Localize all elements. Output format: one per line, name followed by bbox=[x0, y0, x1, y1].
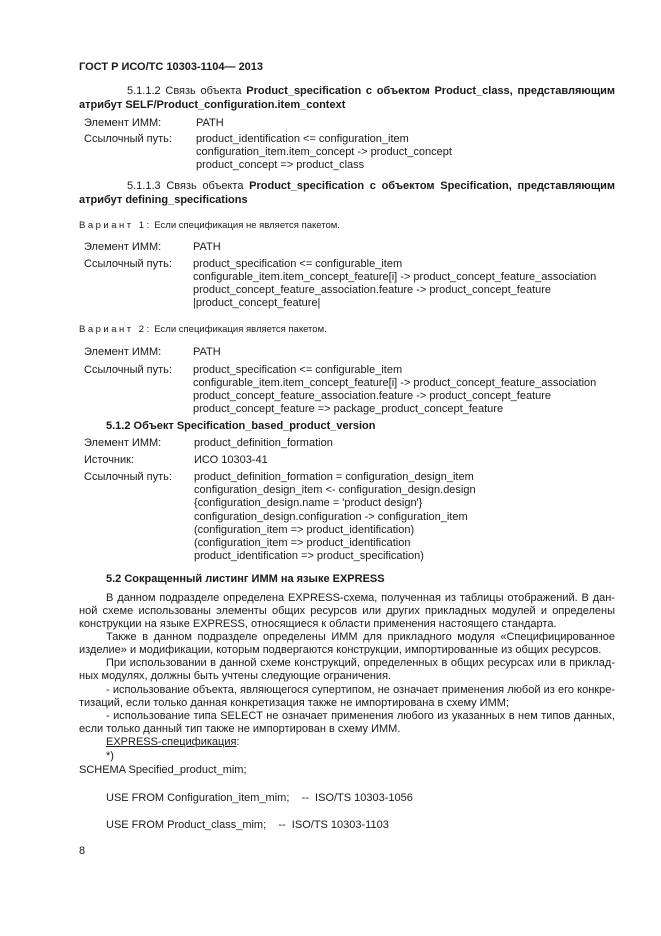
reference-path-line: configuration_design.configuration -> configuration_item bbox=[194, 511, 468, 523]
reference-path-line: |product_concept_feature| bbox=[193, 297, 321, 309]
reference-path-line: product_concept_feature_association.feature -> product_concept_feature bbox=[193, 284, 552, 296]
paragraph-line: Также в данном подразделе определены ИММ для прикладного модуля «Специфицированное bbox=[106, 631, 615, 643]
reference-path-line: configuration_design_item <- configuration_design.design bbox=[194, 484, 476, 496]
reference-path-line: configuration_item.item_concept -> product_concept bbox=[196, 146, 452, 158]
clause-prefix: 5.1.1.3 Связь объекта bbox=[127, 180, 250, 192]
source-label: Источник: bbox=[84, 454, 135, 466]
paragraph-line: ной схеме использованы элементы общих ресурсов или других прикладных модулей и определены bbox=[79, 605, 615, 617]
reference-path-line: configurable_item.item_concept_feature[i] -> product_concept_feature_association bbox=[193, 377, 597, 389]
express-spec-colon: : bbox=[236, 736, 240, 748]
imm-element-value: PATH bbox=[196, 117, 224, 129]
reference-path-line: product_concept_feature => package_product_concept_feature bbox=[193, 403, 504, 415]
variant-1-note bbox=[79, 219, 340, 232]
variant-2-note bbox=[79, 323, 327, 336]
reference-path-label: Ссылочный путь: bbox=[84, 133, 172, 145]
express-spec-label: EXPRESS-спецификация bbox=[106, 736, 237, 748]
reference-path-line: product_specification <= configurable_item bbox=[193, 258, 403, 270]
reference-path-line: (configuration_item => product_identification) bbox=[194, 524, 415, 536]
source-value: ИСО 10303-41 bbox=[194, 454, 268, 466]
imm-element-label: Элемент ИММ: bbox=[84, 241, 162, 253]
variant-text: Если спецификация не является пакетом. bbox=[151, 220, 340, 231]
express-spec-heading bbox=[106, 736, 239, 749]
reference-path-label: Ссылочный путь: bbox=[84, 364, 172, 376]
imm-element-value: PATH bbox=[193, 346, 221, 358]
express-use-from-line: USE FROM Product_class_mim; -- ISO/TS 10303-1103 bbox=[106, 819, 389, 831]
paragraph-line: изделие» и модификации, которым подвергаются конструкции, импортированные из общих ресурсов. bbox=[79, 644, 602, 656]
reference-path-label: Ссылочный путь: bbox=[84, 258, 172, 270]
list-item-line: - использование типа SELECT не означает применения любого из указанных в нем типов данных, bbox=[106, 710, 615, 722]
clause-prefix: 5.1.1.2 Связь объекта bbox=[127, 85, 247, 97]
reference-path-line: product_definition_formation = configuration_design_item bbox=[194, 471, 474, 483]
standard-header: ГОСТ Р ИСО/ТС 10303-1104— 2013 bbox=[79, 61, 264, 73]
clause-5-1-1-3-heading bbox=[127, 180, 615, 193]
clause-title: Product_specification с объектом Specification, представляющим bbox=[249, 180, 616, 192]
list-item-line: - использование объекта, являющегося супертипом, не означает применения любой из его конкре- bbox=[106, 684, 615, 696]
imm-element-value: PATH bbox=[193, 241, 221, 253]
list-item-line: если только данный тип также не импортирован в схему ИММ. bbox=[79, 723, 401, 735]
clause-title-continuation: атрибут SELF/Product_configuration.item_context bbox=[79, 99, 346, 111]
imm-element-value: product_definition_formation bbox=[194, 437, 333, 449]
imm-element-label: Элемент ИММ: bbox=[84, 437, 162, 449]
express-schema-line: SCHEMA Specified_product_mim; bbox=[79, 764, 247, 776]
variant-label: Вариант 1: bbox=[79, 220, 152, 231]
express-comment-close: *) bbox=[106, 750, 114, 762]
reference-path-line: configurable_item.item_concept_feature[i] -> product_concept_feature_association bbox=[193, 271, 597, 283]
clause-5-2-heading: 5.2 Сокращенный листинг ИММ на языке EXPRESS bbox=[106, 573, 385, 585]
reference-path-label: Ссылочный путь: bbox=[84, 471, 172, 483]
imm-element-label: Элемент ИММ: bbox=[84, 346, 162, 358]
clause-5-1-2-heading: 5.1.2 Объект Specification_based_product_version bbox=[106, 420, 376, 432]
reference-path-line: product_concept_feature_association.feature -> product_concept_feature bbox=[193, 390, 552, 402]
paragraph-line: В данном подразделе определена EXPRESS-схема, полученная из таблицы отображений. В дан- bbox=[106, 592, 615, 604]
paragraph-line: При использовании в данной схеме конструкций, определенных в общих ресурсах или в приклад- bbox=[106, 657, 615, 669]
reference-path-line: {configuration_design.name = 'product design'} bbox=[194, 497, 423, 509]
clause-5-1-1-2-heading bbox=[127, 85, 615, 98]
clause-title-continuation: атрибут defining_specifications bbox=[79, 194, 248, 206]
reference-path-line: product_concept => product_class bbox=[196, 159, 365, 171]
reference-path-line: product_specification <= configurable_item bbox=[193, 364, 403, 376]
express-use-from-line: USE FROM Configuration_item_mim; -- ISO/TS 10303-1056 bbox=[106, 792, 413, 804]
variant-label: Вариант 2: bbox=[79, 324, 152, 335]
reference-path-line: product_identification => product_specification) bbox=[194, 550, 424, 562]
paragraph-line: конструкции на языке EXPRESS, относящиеся к области применения настоящего стандарта. bbox=[79, 618, 557, 630]
imm-element-label: Элемент ИММ: bbox=[84, 117, 162, 129]
paragraph-line: ных модулях, должны быть учтены следующие ограничения. bbox=[79, 670, 392, 682]
reference-path-line: product_identification <= configuration_item bbox=[196, 133, 409, 145]
reference-path-line: (configuration_item => product_identification bbox=[194, 537, 411, 549]
variant-text: Если спецификация является пакетом. bbox=[151, 324, 327, 335]
list-item-line: тизаций, если только данная конкретизация также не импортирована в схему ИММ; bbox=[79, 697, 509, 709]
page-number: 8 bbox=[79, 845, 86, 857]
clause-title: Product_specification с объектом Product_class, представляющим bbox=[246, 85, 615, 97]
